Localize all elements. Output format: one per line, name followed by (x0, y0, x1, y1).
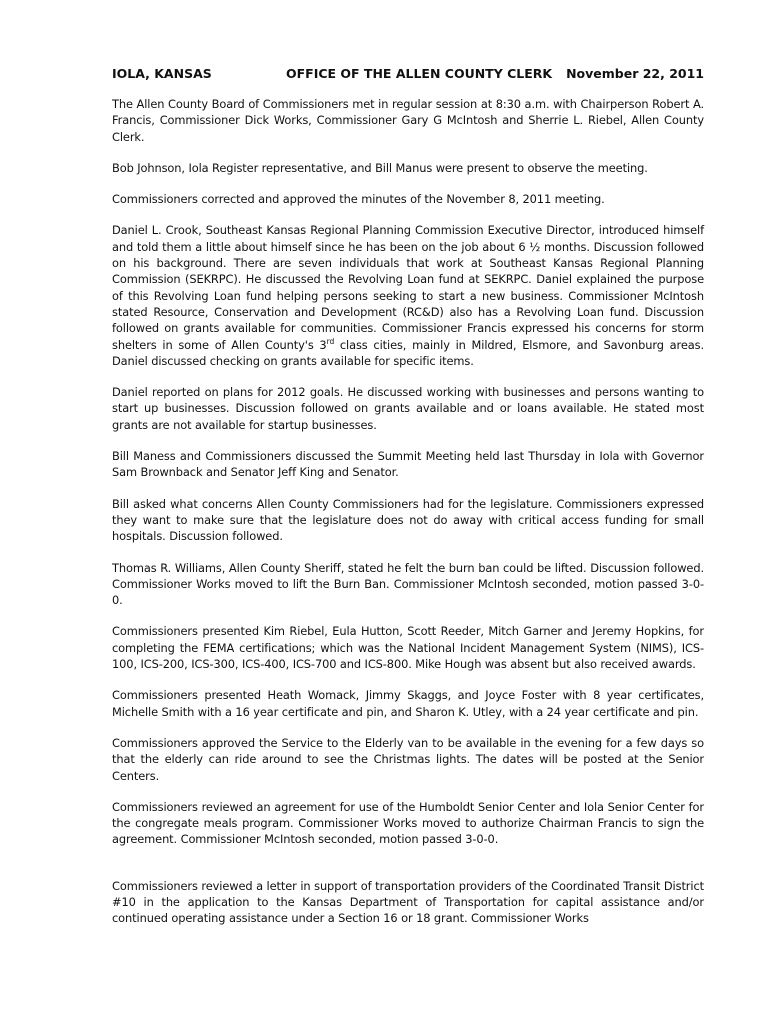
header-office: OFFICE OF THE ALLEN COUNTY CLERK (286, 66, 553, 81)
header-date: November 22, 2011 (566, 66, 704, 81)
paragraph-minutes-approval: Commissioners corrected and approved the minutes of the November 8, 2011 meeting. (112, 192, 605, 207)
paragraph-fema-certifications: Commissioners presented Kim Riebel, Eula Hutton, Scott Reeder, Mitch Garner and Jeremy Hopkins, for completing the FEMA certifications; which was the National Incident Management System (NIMS), ICS-100, ICS-200, ICS-300, ICS-400, ICS-700 and ICS-800. Mike Hough was absent but also received awards. (112, 624, 704, 672)
paragraph-senior-center-agreement: Commissioners reviewed an agreement for use of the Humboldt Senior Center and Iola Senior Center for the congregate meals program. Commissioner Works moved to authorize Chairman Francis to sign the agreement. Commissioner McIntosh seconded, motion passed 3-0-0. (112, 799, 704, 847)
document-header (112, 66, 704, 84)
paragraph-summit-meeting: Bill Maness and Commissioners discussed the Summit Meeting held last Thursday in Iola with Governor Sam Brownback and Senator Jeff King and Senator. (112, 449, 704, 480)
paragraph-observers: Bob Johnson, Iola Register representative, and Bill Manus were present to observe the meeting. (112, 160, 648, 175)
paragraph-2012-goals: Daniel reported on plans for 2012 goals. He discussed working with businesses and persons wanting to start up businesses. Discussion followed on grants available and or loans available. He stated most grants are not available for startup businesses. (112, 385, 704, 432)
paragraph-transit-letter: Commissioners reviewed a letter in support of transportation providers of the Coordinated Transit District #10 in the application to the Kansas Department of Transportation for capital assistance and/or continued operating assistance under a Section 16 or 18 grant. Commissioner Works (112, 878, 704, 926)
paragraph-crook-introduction (112, 222, 704, 369)
crook-text-part-2: class cities, mainly in Mildred, Elsmore, and Savonburg areas. Daniel discussed checking on grants available for specific items. (112, 337, 704, 368)
paragraph-elderly-van: Commissioners approved the Service to the Elderly van to be available in the evening for a few days so that the elderly can ride around to see the Christmas lights. The dates will be posted at the Senior Centers. (112, 735, 704, 783)
paragraph-legislature-concerns: Bill asked what concerns Allen County Commissioners had for the legislature. Commissioners expressed they want to make sure that the legislature does not do away with critical access funding for small hospitals. Discussion followed. (112, 496, 704, 544)
ordinal-superscript: rd (326, 336, 335, 346)
paragraph-service-certificates: Commissioners presented Heath Womack, Jimmy Skaggs, and Joyce Foster with 8 year certificates, Michelle Smith with a 16 year certificate and pin, and Sharon K. Utley, with a 24 year certificate and pin. (112, 688, 704, 719)
minutes-body (112, 96, 704, 942)
crook-text-part-1: Daniel L. Crook, Southeast Kansas Regional Planning Commission Executive Director, introduced himself and told them a little about himself since he has been on the job about 6 ½ months. Discussion followed on his background. There are seven individuals that work at Southeast Kansas Regional Planning Commission (SEKRPC). He discussed the Revolving Loan fund at SEKRPC. Daniel explained the purpose of this Revolving Loan fund helping persons seeking to start a new business. Commissioner McIntosh stated Resource, Conservation and Development (RC&D) also has a Revolving Loan fund. Discussion followed on grants available for communities. Commissioner Francis expressed his concerns for storm shelters in some of Allen County's 3 (112, 223, 704, 352)
header-location: IOLA, KANSAS (112, 66, 212, 81)
paragraph-burn-ban: Thomas R. Williams, Allen County Sheriff, stated he felt the burn ban could be lifted. Discussion followed. Commissioner Works moved to lift the Burn Ban. Commissioner McIntosh seconded, motion passed 3-0-0. (112, 560, 704, 608)
paragraph-meeting-attendance: The Allen County Board of Commissioners met in regular session at 8:30 a.m. with Chairperson Robert A. Francis, Commissioner Dick Works, Commissioner Gary G McIntosh and Sherrie L. Riebel, Allen County Clerk. (112, 97, 704, 144)
